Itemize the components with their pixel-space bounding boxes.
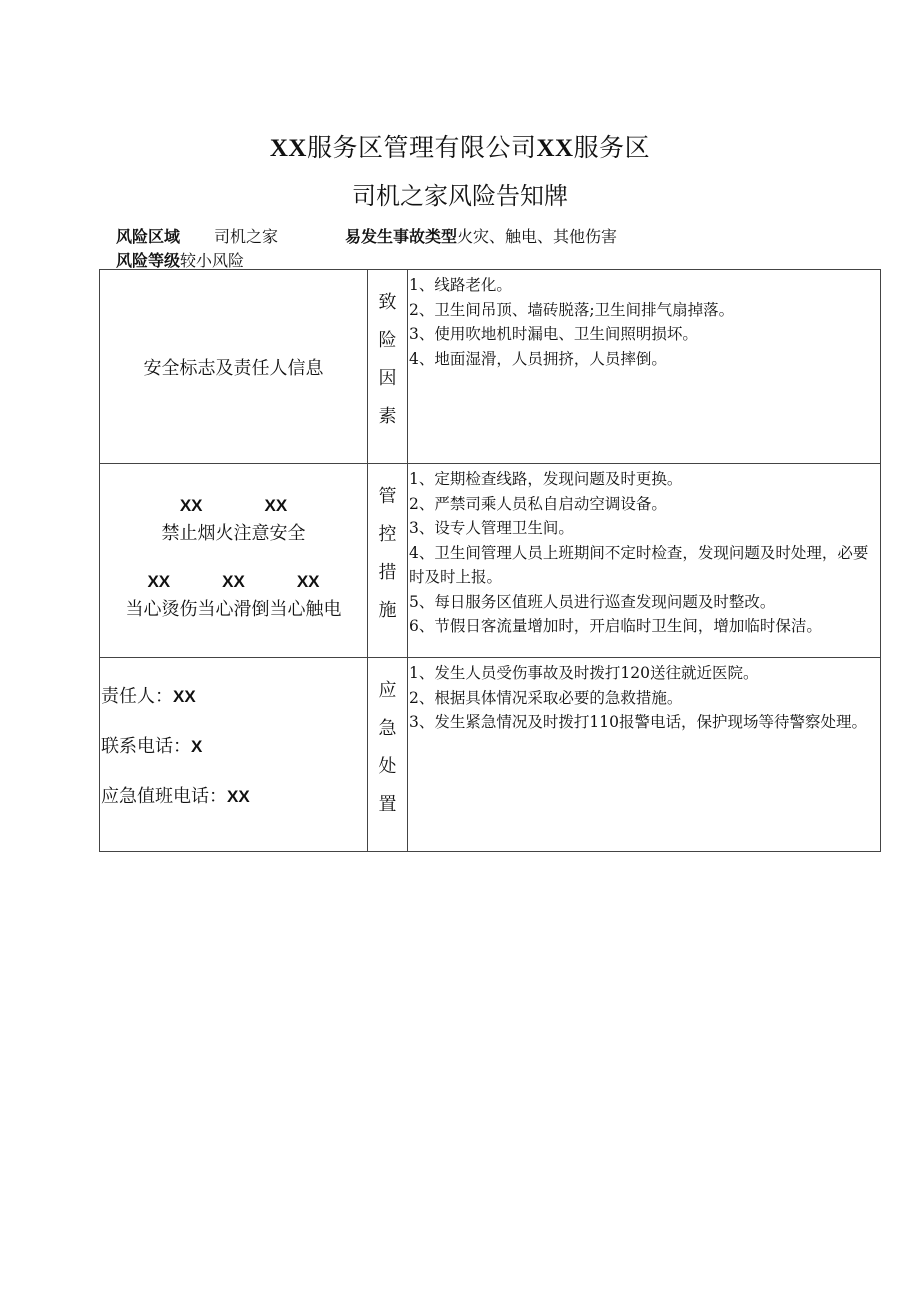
control-measures-list bbox=[408, 464, 881, 658]
list-item: 2、根据具体情况采取必要的急救措施。 bbox=[409, 688, 683, 707]
table-row bbox=[100, 658, 881, 852]
list-item: 1、线路老化。 bbox=[409, 276, 512, 294]
duty-phone-label: 应急值班电话： bbox=[101, 786, 227, 807]
title-xx-2: XX bbox=[536, 135, 574, 162]
accident-type bbox=[345, 224, 617, 247]
sign-placeholder: XX bbox=[179, 496, 203, 515]
list-item: 4、地面湿滑，人员拥挤，人员摔倒。 bbox=[409, 349, 667, 368]
page-title bbox=[0, 128, 920, 164]
risk-factor-label bbox=[368, 270, 408, 464]
contact-phone bbox=[101, 708, 367, 758]
label-char: 处 bbox=[378, 756, 397, 777]
risk-level-label: 风险等级 bbox=[116, 251, 181, 270]
list-item: 4、卫生间管理人员上班期间不定时检查，发现问题及时处理，必要时及时上报。 bbox=[409, 543, 869, 586]
table-row bbox=[100, 270, 881, 464]
page-subtitle: 司机之家风险告知牌 bbox=[352, 182, 568, 210]
title-xx-1: XX bbox=[269, 135, 307, 162]
label-char: 急 bbox=[378, 718, 397, 739]
signs-row2-text: 当心烫伤当心滑倒当心触电 bbox=[125, 599, 342, 620]
risk-level-value: 较小风险 bbox=[180, 251, 245, 270]
list-item: 1、发生人员受伤事故及时拨打120送往就近医院。 bbox=[409, 664, 759, 682]
safety-sign-info-text: 安全标志及责任人信息 bbox=[143, 357, 324, 379]
label-char: 险 bbox=[378, 330, 397, 351]
risk-level bbox=[116, 248, 244, 271]
list-item: 1、定期检查线路，发现问题及时更换。 bbox=[409, 470, 683, 488]
list-item: 3、发生紧急情况及时拨打110报警电话，保护现场等待警察处理。 bbox=[409, 713, 867, 731]
sign-placeholder: XX bbox=[222, 572, 245, 591]
duty-phone bbox=[101, 758, 367, 808]
label-char: 措 bbox=[378, 562, 397, 583]
responsible-info-cell bbox=[100, 658, 368, 852]
label-char: 管 bbox=[378, 486, 397, 507]
contact-phone-label: 联系电话： bbox=[101, 736, 191, 757]
duty-phone-value: XX bbox=[227, 787, 250, 806]
risk-area bbox=[116, 224, 278, 247]
safety-signs-cell bbox=[100, 464, 368, 658]
emergency-label bbox=[368, 658, 408, 852]
accident-type-label: 易发生事故类型 bbox=[345, 227, 458, 246]
sign-placeholder: XX bbox=[147, 572, 171, 591]
list-item: 6、节假日客流量增加时，开启临时卫生间，增加临时保洁。 bbox=[409, 617, 822, 635]
control-measures-label bbox=[368, 464, 408, 658]
safety-sign-info-cell bbox=[100, 270, 368, 464]
responsible-person bbox=[101, 658, 367, 708]
label-char: 应 bbox=[378, 680, 397, 701]
responsible-label: 责任人： bbox=[101, 686, 173, 707]
list-item: 3、设专人管理卫生间。 bbox=[409, 519, 574, 537]
emergency-list bbox=[408, 658, 881, 852]
risk-area-value: 司机之家 bbox=[214, 227, 279, 246]
label-char: 致 bbox=[378, 292, 397, 313]
responsible-value: XX bbox=[173, 687, 196, 706]
label-char: 因 bbox=[378, 368, 397, 389]
risk-factor-list bbox=[408, 270, 881, 464]
label-char: 施 bbox=[378, 600, 397, 621]
sign-placeholder: XX bbox=[296, 572, 320, 591]
risk-table bbox=[99, 269, 881, 852]
list-item: 2、卫生间吊顶、墙砖脱落;卫生间排气扇掉落。 bbox=[409, 300, 735, 319]
table-row bbox=[100, 464, 881, 658]
title-service-area: 服务区 bbox=[573, 133, 651, 162]
list-item: 2、严禁司乘人员私自启动空调设备。 bbox=[409, 494, 667, 513]
accident-type-value: 火灾、触电、其他伤害 bbox=[457, 227, 618, 246]
title-company: 服务区管理有限公司 bbox=[306, 133, 537, 162]
label-char: 素 bbox=[378, 406, 397, 427]
signs-row1-text: 禁止烟火注意安全 bbox=[161, 523, 306, 544]
list-item: 5、每日服务区值班人员进行巡查发现问题及时整改。 bbox=[409, 592, 776, 611]
list-item: 3、使用吹地机时漏电、卫生间照明损坏。 bbox=[409, 325, 698, 343]
risk-area-label: 风险区域 bbox=[116, 227, 181, 246]
sign-placeholder: XX bbox=[264, 496, 288, 515]
label-char: 置 bbox=[378, 794, 397, 815]
contact-phone-value: X bbox=[191, 737, 203, 756]
label-char: 控 bbox=[378, 524, 397, 545]
